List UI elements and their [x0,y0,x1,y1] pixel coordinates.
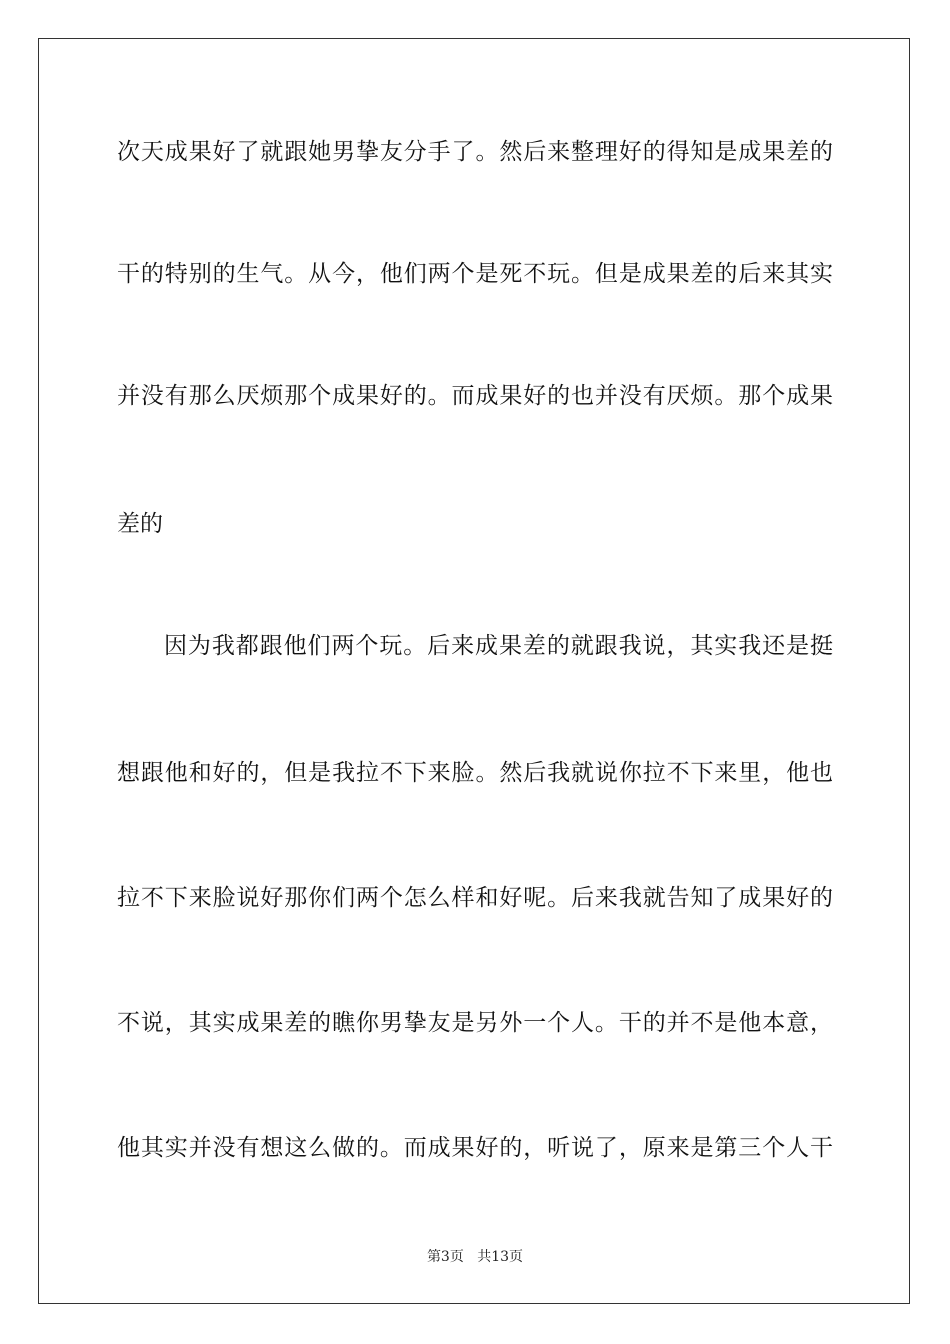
text-line: 干的特别的生气。从今，他们两个是死不玩。但是成果差的后来其实 [117,261,833,287]
page-number: 第3页 [426,1249,464,1265]
text-line: 不说，其实成果差的瞧你男挚友是另外一个人。干的并不是他本意， [117,1010,833,1036]
text-line: 他其实并没有想这么做的。而成果好的，听说了，原来是第三个人干 [117,1135,833,1161]
text-line: 差的 [117,511,163,537]
total-pages: 共13页 [477,1249,524,1265]
text-line: 次天成果好了就跟她男挚友分手了。然后来整理好的得知是成果差的 [117,139,833,165]
text-line: 并没有那么厌烦那个成果好的。而成果好的也并没有厌烦。那个成果 [117,383,833,409]
text-line: 想跟他和好的，但是我拉不下来脸。然后我就说你拉不下来里，他也 [117,760,833,786]
text-line: 拉不下来脸说好那你们两个怎么样和好呢。后来我就告知了成果好的 [117,885,833,911]
paragraph-first-line: 因为我都跟他们两个玩。后来成果差的就跟我说，其实我还是挺 [164,633,833,659]
page-footer [0,1248,950,1266]
page-border [38,38,910,1304]
